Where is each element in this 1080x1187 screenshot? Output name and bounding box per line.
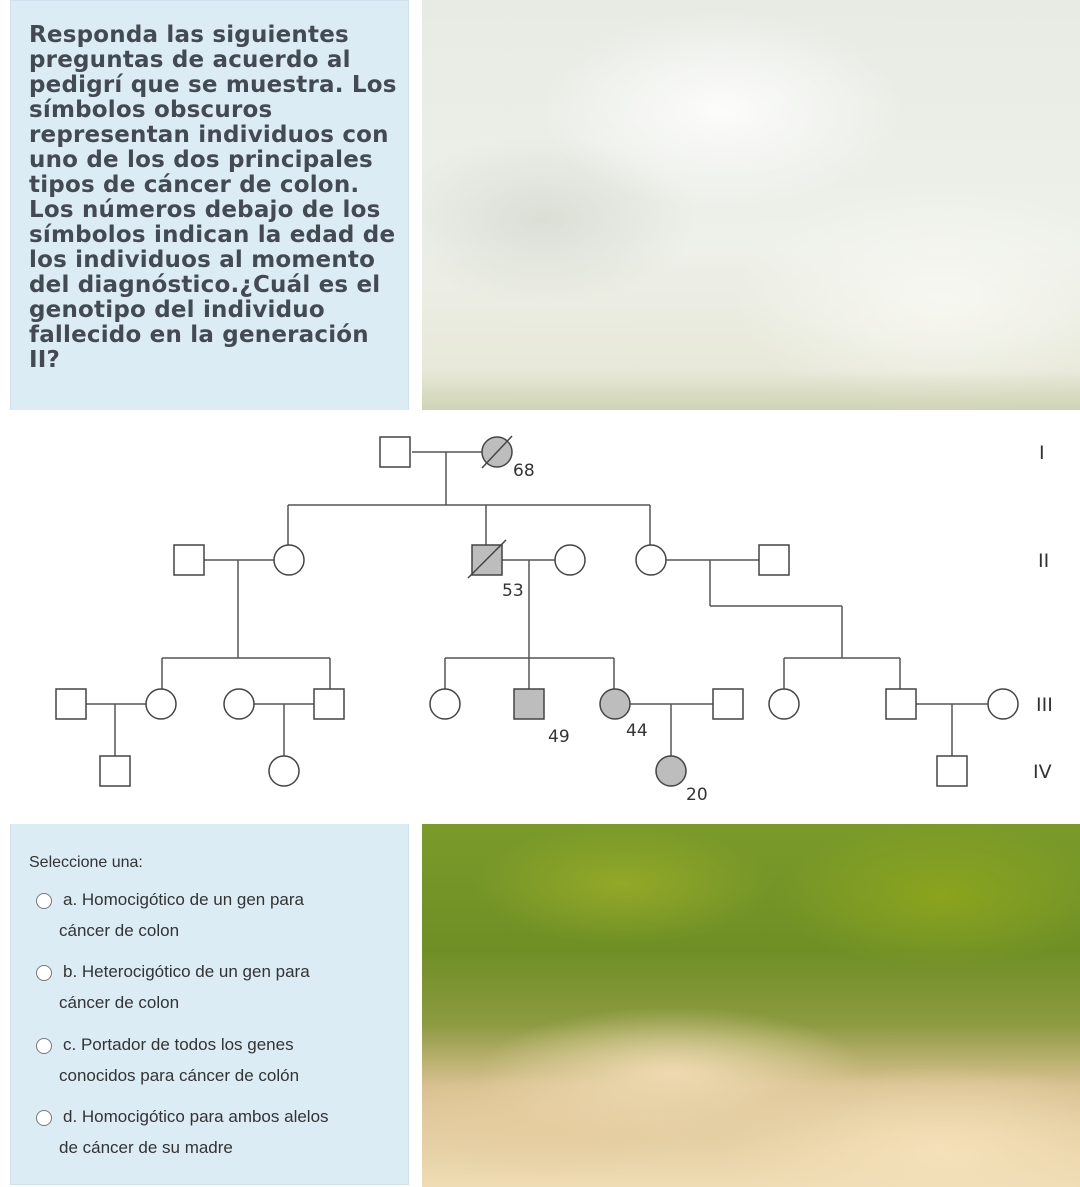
gen3-female-6 bbox=[769, 689, 799, 719]
question-panel bbox=[10, 0, 409, 410]
gen4-male-4 bbox=[937, 756, 967, 786]
pedigree-diagram bbox=[28, 410, 1080, 824]
gen3-female-3 bbox=[430, 689, 460, 719]
answer-panel bbox=[10, 824, 409, 1185]
answer-option-a-line2: cáncer de colon bbox=[59, 921, 180, 940]
gen3-male-7 bbox=[886, 689, 916, 719]
question-text: Responda las siguientes preguntas de acuerdo al pedigrí que se muestra. Los símbolos obscuros representan individuos con uno de los dos principales tipos de cáncer de colon. Los números debajo de los símbolos indican la edad de los individuos al momento del diagnóstico.¿Cuál es el genotipo del individuo fallecido en la generación II? bbox=[29, 22, 397, 373]
gen3-male-spouse-1 bbox=[56, 689, 86, 719]
answer-option-b-line2: cáncer de colon bbox=[59, 993, 180, 1012]
select-prompt: Seleccione una: bbox=[29, 854, 143, 871]
age-label-gen1: 68 bbox=[513, 461, 535, 481]
gen2-male-spouse-left bbox=[174, 545, 204, 575]
background-photo-bottom bbox=[422, 824, 1080, 1187]
gen4-male-1 bbox=[100, 756, 130, 786]
age-label-gen4: 20 bbox=[686, 785, 708, 805]
answer-option-d[interactable] bbox=[11, 1107, 410, 1167]
radio-c[interactable] bbox=[36, 1038, 52, 1054]
answer-option-a-line1: a. Homocigótico de un gen para bbox=[63, 890, 304, 909]
answer-option-c-line1: c. Portador de todos los genes bbox=[63, 1035, 294, 1054]
pedigree-chart bbox=[28, 410, 1080, 824]
gen2-female-spouse-middle bbox=[555, 545, 585, 575]
generation-label-1: I bbox=[1039, 442, 1045, 464]
answer-option-a[interactable] bbox=[11, 890, 410, 950]
generation-label-4: IV bbox=[1033, 761, 1052, 783]
radio-a[interactable] bbox=[36, 893, 52, 909]
gen3-male-2 bbox=[314, 689, 344, 719]
answer-option-c[interactable] bbox=[11, 1035, 410, 1095]
generation-label-2: II bbox=[1038, 550, 1050, 572]
answer-option-d-line2: de cáncer de su madre bbox=[59, 1138, 233, 1157]
gen4-female-2 bbox=[269, 756, 299, 786]
background-photo-top bbox=[422, 0, 1080, 410]
answer-option-d-line1: d. Homocigótico para ambos alelos bbox=[63, 1107, 329, 1126]
gen2-female-left bbox=[274, 545, 304, 575]
answer-option-b[interactable] bbox=[11, 962, 410, 1022]
gen2-female-right bbox=[636, 545, 666, 575]
generation-label-3: III bbox=[1036, 694, 1053, 716]
age-label-gen3-male: 49 bbox=[548, 727, 570, 747]
gen3-female-affected bbox=[600, 689, 630, 719]
gen3-female-spouse-7 bbox=[988, 689, 1018, 719]
gen4-female-affected bbox=[656, 756, 686, 786]
radio-b[interactable] bbox=[36, 965, 52, 981]
age-label-gen3-female: 44 bbox=[626, 721, 648, 741]
answer-option-b-line1: b. Heterocigótico de un gen para bbox=[63, 962, 310, 981]
gen3-male-spouse-5 bbox=[713, 689, 743, 719]
gen3-male-affected bbox=[514, 689, 544, 719]
gen3-female-1 bbox=[146, 689, 176, 719]
radio-d[interactable] bbox=[36, 1110, 52, 1126]
age-label-gen2: 53 bbox=[502, 581, 524, 601]
gen3-female-spouse-2 bbox=[224, 689, 254, 719]
gen1-male bbox=[380, 437, 410, 467]
gen2-male-spouse-right bbox=[759, 545, 789, 575]
answer-option-c-line2: conocidos para cáncer de colón bbox=[59, 1066, 300, 1085]
